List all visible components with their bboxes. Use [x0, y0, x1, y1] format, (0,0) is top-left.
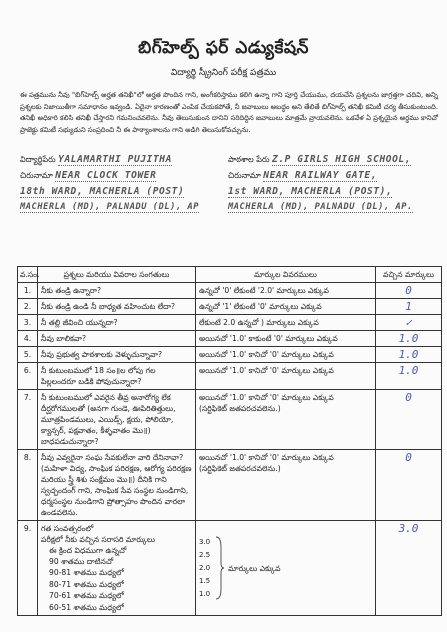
row-marks[interactable]: 0	[376, 390, 442, 450]
grade-item: 90-81 శాతము మధ్యలో	[49, 568, 124, 578]
intro-line: అబద్ధం అని తేలితే బిగ్‌హెల్ప్ తనిఖీ కమిటీ చర్య తీసుకుంటుంది. తనిఖీ అధికారి కలిసి తనిఖీ చేస్తారని గమనించవలెను. నీవు తెలుసుకుంన	[20, 102, 439, 123]
intro-line: దానిని సరిదిద్దిన జవాబులు మాత్రమే వ్రాయవలెను. ఒకవేళ ఏ ప్రశ్నయైన అర్థము కానిచో ప్రాజెక్టు కమిటీ సభ్యుడుని సంప్రదించి నీ ఈ	[20, 114, 438, 134]
school-address-field	[228, 170, 377, 182]
row-criteria: అయినచో '1.0' కానిచో '0' మార్కులు ఎక్కువ	[196, 363, 376, 390]
student-address-field	[20, 170, 156, 182]
grade-item: 90 శాతము దాటినచో	[49, 557, 114, 566]
grade-list	[41, 556, 192, 613]
row-question	[38, 521, 196, 616]
row-criteria: ఉన్నచో '0' లేకుంటే '2.0' మార్కులు ఎక్కువ	[196, 283, 376, 299]
row-number: 1.	[18, 283, 38, 299]
row-question: నీకు తండ్రి ఉండి నీ బాధ్యత వహించుట లేదా?	[38, 299, 196, 315]
row-criteria: లేకుంటే 2.0 ఉన్నచో ) మార్కులు ఎక్కువ	[196, 315, 376, 331]
row-number: 7.	[18, 390, 38, 450]
row-question: నీవు ప్రభుత్వ పాఠశాలకు వెళ్ళుచున్నావా?	[38, 347, 196, 363]
intro-paragraph	[20, 90, 438, 136]
scale-item: 1.0	[199, 589, 211, 598]
student-address-value2[interactable]: 18th WARD, MACHERLA (POST)	[20, 186, 185, 197]
table-row	[18, 347, 442, 363]
row-marks[interactable]: 1.0	[376, 363, 442, 390]
student-name-field	[20, 154, 172, 166]
grade-item: 60-51 శాతము మధ్యలో	[49, 602, 124, 612]
row-number: 9.	[18, 521, 38, 616]
col-header-criteria: మార్కుల వివరములు	[196, 267, 376, 283]
row-number: 5.	[18, 347, 38, 363]
table-row	[18, 363, 442, 390]
school-name-field	[228, 154, 411, 166]
screening-table	[17, 266, 442, 616]
scale-item: 3.0	[199, 537, 211, 546]
row-criteria-note: (సర్టిఫికెట్ జతపరచవలెను.)	[199, 464, 281, 473]
brace-icon	[214, 535, 224, 601]
row-criteria-text: అయినచో '1.0' కానిచో '0' మార్కులు ఎక్కువ	[199, 453, 334, 462]
school-address-label: చిరునామా	[228, 171, 261, 180]
row9-question-line: గత సంవత్సరంలో	[41, 524, 94, 533]
row-number: 2.	[18, 299, 38, 315]
intro-line: పాఠ్యాంశాలను గాని అడిగి తెలుసుకోవచ్చును.	[132, 125, 251, 134]
row-question: నీ తల్లి జీవించి యున్నదా?	[38, 315, 196, 331]
table-header-row	[18, 267, 442, 283]
row-criteria	[196, 450, 376, 521]
table-row	[18, 450, 442, 521]
col-header-sno: వ.సం.	[18, 267, 38, 283]
student-address-value[interactable]: NEAR CLOCK TOWER	[55, 170, 157, 181]
school-address-value2[interactable]: 1st WARD, MACHERLA (POST),	[228, 186, 393, 197]
row-criteria	[196, 521, 376, 616]
row-question: నీకు తండ్రి ఉన్నారా?	[38, 283, 196, 299]
row-criteria: ఉన్నచో '1' లేకుంటే '0' మార్కులు ఎక్కువ	[196, 299, 376, 315]
student-name-value[interactable]: YALAMARTHI PUJITHA	[58, 154, 172, 165]
student-address-line2	[20, 186, 184, 197]
scale-item: 2.0	[199, 563, 211, 572]
table-row	[18, 315, 442, 331]
grade-item: 70-61 శాతము మధ్యలో	[49, 591, 124, 601]
intro-line: ఈ పత్రమును నీవు "బిగ్‌హెల్ప్ అర్హత తనిఖీ"లో అర్హత పొందిన గాని, అంగీకరిస్తాము కలిగి ఉన్నా గాని పూర్తి చేయుము,	[20, 91, 329, 99]
score-scale	[199, 536, 214, 601]
student-name-label: విద్యార్థిపేరు	[20, 155, 56, 164]
row-marks[interactable]: 1	[376, 299, 442, 315]
page-subtitle: విద్యార్థి స్క్రీనింగ్ పరీక్ష పత్రము	[170, 68, 277, 78]
row9-criteria-text: మార్కులు ఎక్కువ	[228, 563, 281, 573]
page-title: బిగ్‌హెల్ప్ ఫర్ ఎడ్యుకేషన్	[138, 38, 309, 58]
student-address-value3[interactable]: MACHERLA (MD), PALNADU (DL), AP	[20, 202, 199, 212]
row-criteria-note: (సర్టిఫికెట్ జతపరచవలెను.)	[199, 404, 281, 413]
row-marks[interactable]: 0	[376, 283, 442, 299]
school-address-line3	[228, 202, 413, 212]
school-address-value[interactable]: NEAR RAILWAY GATE,	[263, 170, 378, 181]
row-marks[interactable]: ✓	[376, 315, 442, 331]
row-criteria: అయినచో '1.0' కాకుంటే '0' మార్కులు ఎక్కువ	[196, 331, 376, 347]
student-address-label: చిరునామా	[20, 171, 53, 180]
school-address-line2	[228, 186, 392, 197]
row-number: 6.	[18, 363, 38, 390]
row-question: నీ కుటుంబములో 18 సం॥ల లోపు గల పిల్లలందరూ బడికి పోవుచున్నారా?	[38, 363, 196, 390]
row-marks[interactable]: 3.0	[376, 521, 442, 616]
table-row	[18, 390, 442, 450]
row-criteria: అయినచో '1.0' కానిచో '0' మార్కులు ఎక్కువ	[196, 347, 376, 363]
row-criteria	[196, 390, 376, 450]
row-number: 4.	[18, 331, 38, 347]
grade-item: 80-71 శాతము మధ్యలో	[49, 579, 124, 589]
row-marks[interactable]: 1.0	[376, 331, 442, 347]
table-row	[18, 299, 442, 315]
row-question: నీవు ఎవ్వరైనా సంఘ సేవకులేనా వారి దేనినావా? (మహిళా విద్య, సాంఘిక పరిరక్షణ, ఆరోగ్య పరిరక్షణ మరియు స్త్రీ శిశు సంక్షేమం మొ॥) దీనికి గాని స్వచ్ఛందంగ్ గాని, సాంఘిక సేవ సంస్థల నుండిగాని, ధర్మసంస్థల నుండిగాని ప్రోత్సాహం పొందిన వారలా ఉండవలెను.	[38, 450, 196, 521]
school-name-value[interactable]: Z.P GIRLS HIGH SCHOOL,	[272, 154, 412, 165]
col-header-marks: వచ్చిన మార్కులు	[376, 267, 442, 283]
student-address-line3	[20, 202, 199, 212]
row-marks[interactable]: 0	[376, 450, 442, 521]
school-name-label: పాఠశాల పేరు	[228, 155, 270, 164]
row9-question-line: పరీక్షలో నీకు వచ్చిన సరాసరి మార్కులు	[41, 535, 155, 544]
scale-item: 1.5	[199, 576, 211, 585]
table-row	[18, 521, 442, 616]
col-header-question: ప్రశ్నలు మరియు వివరాల సంగతులు	[38, 267, 196, 283]
school-address-value3[interactable]: MACHERLA (MD), PALNADU (DL), AP.	[228, 202, 413, 212]
row-number: 8.	[18, 450, 38, 521]
row-criteria-text: అయినచో '1.0' కానిచో '0' మార్కులు ఎక్కువ	[199, 393, 334, 402]
row-marks[interactable]: 1.0	[376, 347, 442, 363]
row9-question-line: ఈ క్రింద విధముగా ఉన్నచో	[49, 546, 127, 555]
row-question: నీ కుటుంబములో ఎవరైన తీవ్ర అనారోగ్య లేక దీర్ఘరోగములతో (అనగా గుండె, ఊపిరితిత్తులు, మూత్రపిండములు, ఎయిడ్స్, క్షయ, పోలియో, క్యాన్సర్, పక్షవాతం, కీళ్ళవాతం మొ॥) బాధపడుచున్నారా?	[38, 390, 196, 450]
row-number: 3.	[18, 315, 38, 331]
table-row	[18, 331, 442, 347]
intro-line: దయచేసి ప్రశ్నలను జాగ్రత్తగా చదివి, అన్ని ప్రశ్నలకు నిజాయితీగా సమాధానం ఇవ్వండి. ఏదైనా కారణంతో ఎంపిక చేయకపోతే, నీ జవాబులు	[20, 91, 438, 111]
scale-item: 2.5	[199, 550, 211, 559]
row-question: నీవు బాలికవా?	[38, 331, 196, 347]
table-row	[18, 283, 442, 299]
